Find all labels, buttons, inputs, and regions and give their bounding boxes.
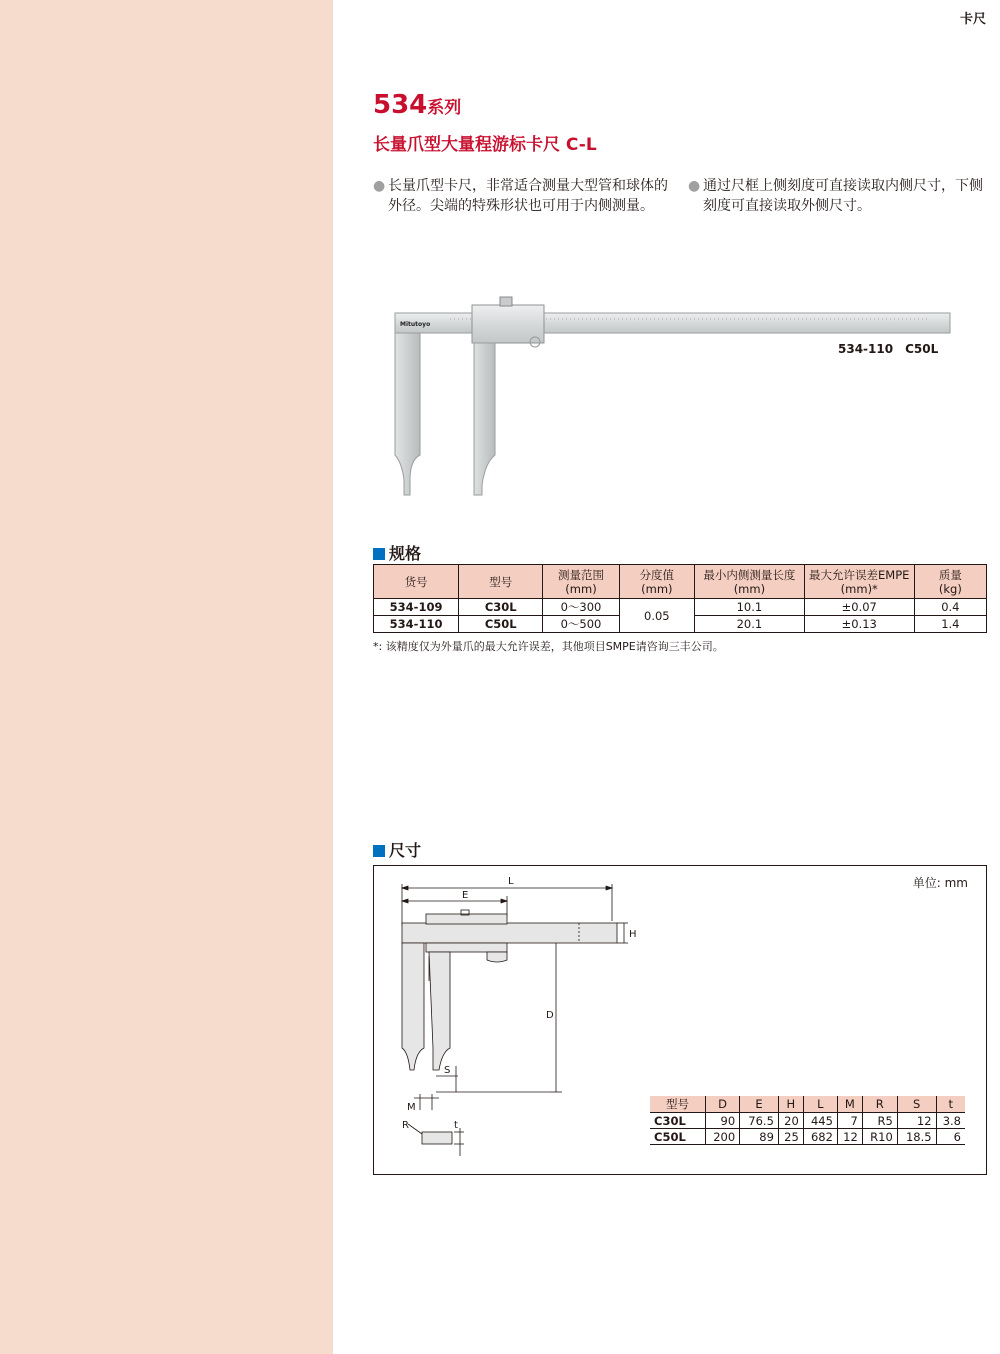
cell-model: C50L [650,1129,706,1145]
cell-h: 20 [778,1113,803,1129]
column-header: 质量 (kg) [914,565,986,599]
column-header: S [897,1096,936,1113]
cell-t: 6 [936,1129,965,1145]
cell-s: 12 [897,1113,936,1129]
square-bullet-icon [373,845,385,857]
label-d: D [546,1010,554,1021]
column-header: H [778,1096,803,1113]
table-row [650,1113,965,1129]
column-header: 测量范围 (mm) [543,565,619,599]
cell-l: 682 [803,1129,837,1145]
column-header: D [706,1096,740,1113]
bullet-icon: ● [373,178,386,194]
column-header: R [862,1096,897,1113]
cell-code: 534-109 [374,599,459,616]
feature-text: 通过尺框上侧刻度可直接读取内侧尺寸，下侧刻度可直接读取外侧尺寸。 [703,178,983,214]
column-header: 分度值 (mm) [619,565,694,599]
bullet-icon: ● [688,178,701,194]
cell-d: 90 [706,1113,740,1129]
label-s: S [444,1065,451,1076]
table-header-row [650,1096,965,1113]
square-bullet-icon [373,548,385,560]
cell-range: 0～300 [543,599,619,616]
product-title: 长量爪型大量程游标卡尺 C-L [373,135,597,155]
cell-l: 445 [803,1113,837,1129]
left-margin-band [0,0,333,1354]
feature-item-1 [373,176,678,216]
cell-m: 12 [837,1129,862,1145]
cell-t: 3.8 [936,1113,965,1129]
series-number: 534 [373,90,428,120]
dimension-table [650,1096,965,1145]
label-e: E [462,890,469,901]
column-header: E [740,1096,779,1113]
column-header: 最大允许误差EMPE (mm)* [804,565,914,599]
cell-r: R10 [862,1129,897,1145]
label-r: R [402,1120,409,1131]
spec-table [373,564,987,633]
table-row [374,599,987,616]
table-header-row [374,565,987,599]
label-h: H [629,929,637,940]
cell-model: C30L [650,1113,706,1129]
cell-e: 89 [740,1129,779,1145]
unit-label: 单位: mm [912,876,968,890]
cell-e: 76.5 [740,1113,779,1129]
column-header: 最小内侧测量长度 (mm) [694,565,804,599]
cell-r: R5 [862,1113,897,1129]
cell-model: C50L [459,616,543,633]
cell-mass: 1.4 [914,616,986,633]
label-m: M [407,1102,416,1113]
column-header: L [803,1096,837,1113]
cell-min-inner: 10.1 [694,599,804,616]
label-t: t [454,1120,458,1131]
cell-mass: 0.4 [914,599,986,616]
dimension-drawing [374,866,644,1166]
series-suffix: 系列 [427,98,462,118]
product-caption: 534-110 C50L [838,342,939,356]
cell-s: 18.5 [897,1129,936,1145]
spec-heading: 规格 [373,541,421,564]
cell-error: ±0.13 [804,616,914,633]
cell-range: 0～500 [543,616,619,633]
brand-logo: Mitutoyo [400,321,431,328]
category-label: 卡尺 [959,12,986,27]
feature-text: 长量爪型卡尺，非常适合测量大型管和球体的外径。尖端的特殊形状也可用于内侧测量。 [388,178,668,214]
cell-code: 534-110 [374,616,459,633]
column-header: t [936,1096,965,1113]
caliper-photo [390,295,955,500]
feature-item-2 [688,176,990,216]
dimension-box [373,865,987,1175]
cell-error: ±0.07 [804,599,914,616]
series-title [373,90,461,120]
label-l: L [508,876,514,887]
footnote: *: 该精度仅为外量爪的最大允许误差，其他项目SMPE请咨询三丰公司。 [373,640,724,653]
column-header: 型号 [650,1096,706,1113]
column-header: 货号 [374,565,459,599]
cell-h: 25 [778,1129,803,1145]
cell-m: 7 [837,1113,862,1129]
cell-d: 200 [706,1129,740,1145]
column-header: 型号 [459,565,543,599]
dim-heading: 尺寸 [373,838,421,861]
table-row [650,1129,965,1145]
cell-graduation: 0.05 [619,599,694,633]
column-header: M [837,1096,862,1113]
cell-model: C30L [459,599,543,616]
cell-min-inner: 20.1 [694,616,804,633]
